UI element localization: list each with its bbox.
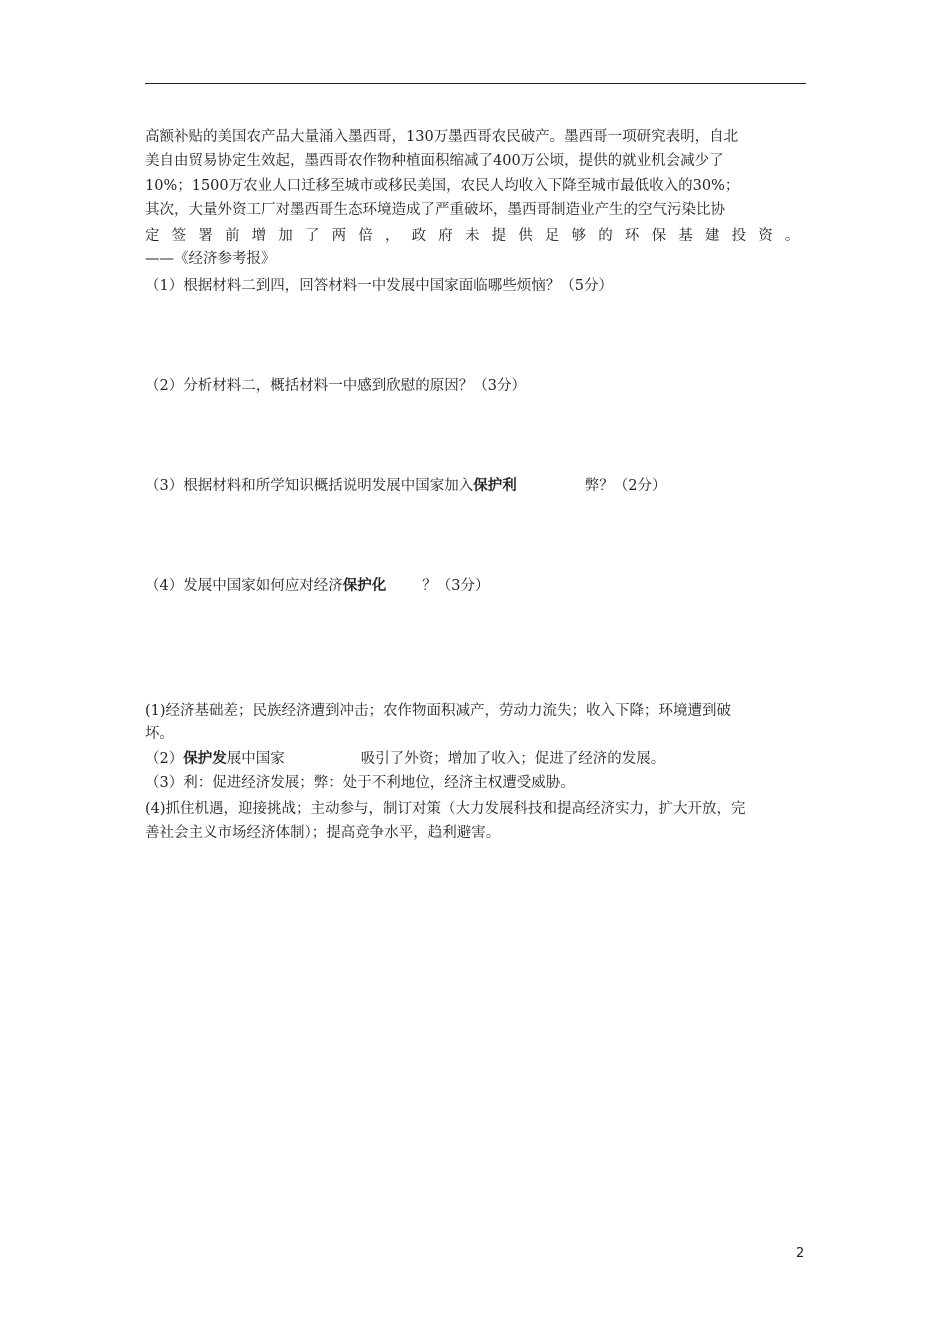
question-4-text-b: 保护化 <box>342 577 387 594</box>
source-citation: ——《经济参考报》 <box>145 251 276 267</box>
question-1: （1）根据材料二到四，回答材料一中发展中国家面临哪些烦恼？（5分） <box>145 278 613 294</box>
page-number: 2 <box>796 1246 805 1261</box>
question-4-text-a: （4）发展中国家如何应对经济 <box>145 578 343 594</box>
passage-line-4: 其次，大量外资工厂对墨西哥生态环境造成了严重破坏，墨西哥制造业产生的空气污染比协 <box>145 202 725 218</box>
passage-line-5: 定签署前增加了两倍，政府未提供足够的环保基建投资。 <box>145 228 807 244</box>
answer-4-line-2: 善社会主义市场经济体制）；提高竞争水平，趋利避害。 <box>145 825 501 841</box>
passage-line-1: 高额补贴的美国农产品大量涌入墨西哥，130万墨西哥农民破产。墨西哥一项研究表明，自北 <box>145 129 739 145</box>
question-3-text-b: 保护利 <box>473 477 517 494</box>
question-3 <box>145 476 807 496</box>
answer-2-text-a: （2） <box>145 751 184 767</box>
passage-line-2: 美自由贸易协定生效起，墨西哥农作物种植面积缩减了400万公顷，提供的就业机会减少了 <box>145 153 724 169</box>
passage-line-3: 10%；1500万农业人口迁移至城市或移民美国，农民人均收入下降至城市最低收入的30%； <box>145 178 740 194</box>
question-2: （2）分析材料二，概括材料一中感到欣慰的原因？（3分） <box>145 378 526 394</box>
question-4-text-c: ？（3分） <box>422 578 490 594</box>
answer-2-text-b: 保护发 <box>183 750 227 767</box>
answer-2-text-d: 吸引了外资；增加了收入；促进了经济的发展。 <box>360 751 666 767</box>
answer-1-line-1: (1)经济基础差；民族经济遭到冲击；农作物面积减产，劳动力流失；收入下降；环境遭到破 <box>145 703 732 719</box>
answer-4-line-1: (4)抓住机遇，迎接挑战；主动参与，制订对策（大力发展科技和提高经济实力，扩大开放，完 <box>145 801 746 817</box>
question-4 <box>145 576 807 596</box>
question-3-text-c: 弊？（2分） <box>584 478 667 494</box>
answer-2-text-c: 展中国家 <box>226 751 285 767</box>
answer-2 <box>145 749 807 769</box>
question-3-text-a: （3）根据材料和所学知识概括说明发展中国家加入 <box>145 478 474 494</box>
answer-3: （3）利：促进经济发展；弊：处于不利地位，经济主权遭受威胁。 <box>145 775 575 791</box>
header-rule <box>145 83 806 84</box>
answer-1-line-2: 坏。 <box>145 726 174 742</box>
